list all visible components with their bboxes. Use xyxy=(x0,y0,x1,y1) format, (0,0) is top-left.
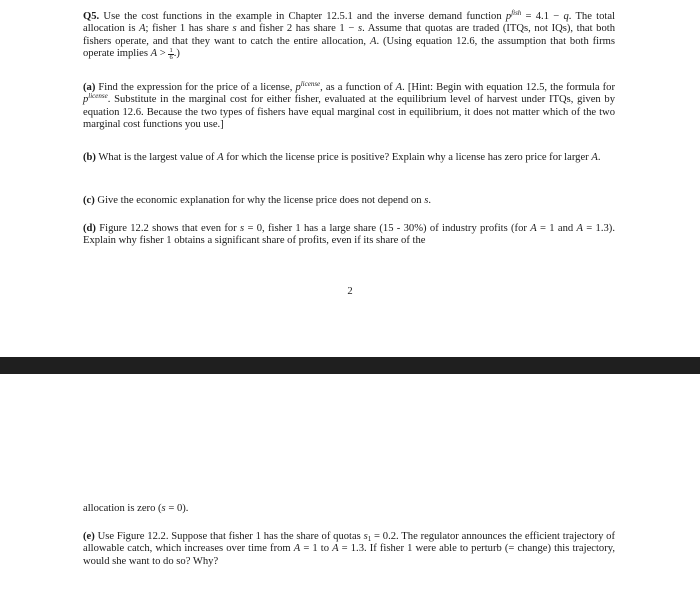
page-number: 2 xyxy=(347,286,353,297)
part-d-label: (d) xyxy=(83,223,96,234)
part-e-label: (e) xyxy=(83,531,95,542)
part-d-continuation: allocation is zero (s = 0). xyxy=(83,503,189,514)
part-a: (a) Find the expression for the price of a license, $p^{license}$, as a function of A. [Hint: Begin with equation 12.5, the formula for $p^{license}$. Substitute in the marginal cost for either fisher, evaluated at the equilibrium level of harvest under ITQs, given by equation 12.6. Because the two types of fishers have equal marginal cost in equilibrium, it does not matter which of the two marginal cost functions you use.] xyxy=(83,80,616,130)
part-e: (e) Use Figure 12.2. Suppose that fisher 1 has the share of quotas $s_1 = 0.2$. The regulator announces the efficient trajectory of allowable catch, which increases over time from A = 1 to A = 1.3. If fisher 1 were able to perturb (= change) this trajectory, would she want to do so? Why? xyxy=(83,531,616,567)
part-a-label: (a) xyxy=(83,82,96,93)
document-page-bottom xyxy=(0,374,700,614)
part-c: (c) Give the economic explanation for why the license price does not depend on s. xyxy=(83,195,432,206)
part-c-label: (c) xyxy=(83,195,95,206)
fraction-one-sixth: $\frac{1}{6}$ xyxy=(169,46,173,61)
part-b: (b) What is the largest value of A for which the license price is positive? Explain why a license has zero price for larger A. xyxy=(83,152,601,163)
part-d: (d) Figure 12.2 shows that even for s = 0, fisher 1 has a large share (15 - 30%) of industry profits (for A = 1 and A = 1.3). Explain why fisher 1 obtains a significant share of profits, even if its share of the xyxy=(83,223,615,247)
question-5-intro: Q5. Use the cost functions in the example in Chapter 12.5.1 and the inverse demand function $p^{fish} = 4.1 - q$. The total allocation is A; fisher 1 has share s and fisher 2 has share 1 − s. Assume that quotas are traded (ITQs, not IQs), that both fishers operate, and that they want to catch the entire allocation, A. (Using equation 12.6, the assumption that both firms operate implies A > $\frac{1}{6}$ .) xyxy=(83,9,616,61)
page-divider-bar xyxy=(0,357,700,374)
question-label: Q5. xyxy=(83,11,100,22)
part-b-label: (b) xyxy=(83,152,96,163)
